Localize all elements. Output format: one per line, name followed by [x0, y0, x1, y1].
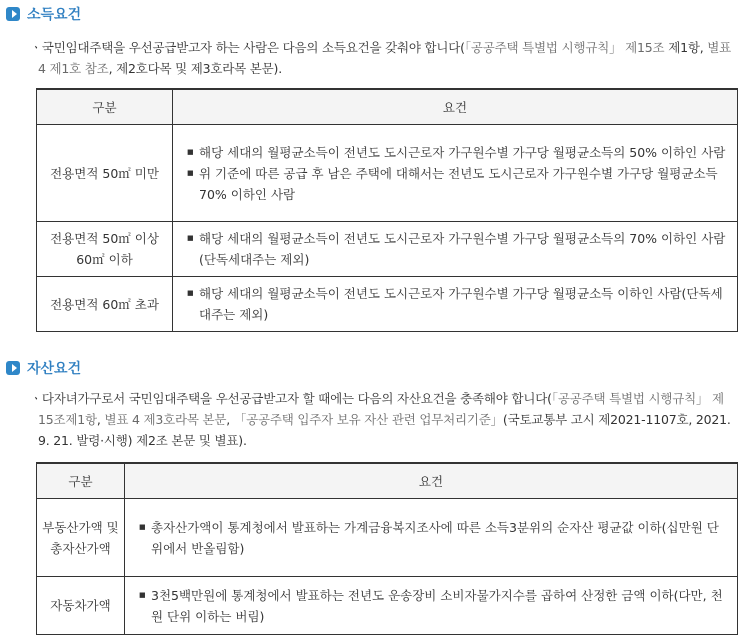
asset-section-title	[6, 358, 81, 378]
appendix-link[interactable]: 별표 4 제3호라목 본문	[104, 412, 227, 427]
table-row	[37, 222, 738, 277]
header-category: 구분	[37, 89, 173, 125]
list-item: ■ 해당 세대의 월평균소득이 전년도 도시근로자 가구원수별 가구당 월평균소득 이하인 사람(단독세대주는 제외)	[187, 283, 727, 325]
row-requirement	[125, 577, 738, 635]
bullet-dot: ㆍ	[30, 40, 42, 55]
income-table	[36, 88, 738, 332]
header-requirement: 요건	[173, 89, 738, 125]
desc-text: 국민임대주택을 우선공급받고자 하는 사람은 다음의 소득요건을 갖춰야 합니다(	[41, 40, 465, 55]
desc-text: 다자녀가구로서 국민임대주택을 우선공급받고자 할 때에는 다음의 자산요건을 충족해야 합니다(	[41, 391, 552, 406]
guideline-link[interactable]: 「공공주택 입주자 보유 자산 관련 업무처리기준」	[233, 412, 503, 427]
row-category: 전용면적 60㎡ 초과	[37, 277, 173, 332]
play-arrow-icon	[6, 361, 20, 375]
income-section-title	[6, 4, 81, 24]
desc-text: (국토교통부 고시 제2021-1107호, 2021. 9. 21. 발령·시행) 제2조 본문 및 별표).	[38, 412, 731, 448]
list-item: ■ 총자산가액이 통계청에서 발표하는 가계금융복지조사에 따른 소득3분위의 순자산 평균값 이하(십만원 단위에서 반올림함)	[139, 517, 727, 559]
bullet-dot: ㆍ	[30, 391, 42, 406]
desc-text: ,	[226, 412, 234, 427]
table-row	[37, 499, 738, 577]
list-item: ■ 해당 세대의 월평균소득이 전년도 도시근로자 가구원수별 가구당 월평균소득의 70% 이하인 사람(단독세대주는 제외)	[187, 228, 727, 270]
row-category: 자동차가액	[37, 577, 125, 635]
list-item: ■ 위 기준에 따른 공급 후 남은 주택에 대해서는 전년도 도시근로자 가구원수별 가구당 월평균소득 70% 이하인 사람	[187, 163, 727, 205]
table-row	[37, 277, 738, 332]
list-item: ■ 해당 세대의 월평균소득이 전년도 도시근로자 가구원수별 가구당 월평균소득의 50% 이하인 사람	[187, 142, 727, 163]
list-item: ■ 3천5백만원에 통계청에서 발표하는 전년도 운송장비 소비자물가지수를 곱하여 산정한 금액 이하(다만, 천원 단위 이하는 버림)	[139, 585, 727, 627]
asset-description	[30, 388, 736, 451]
row-category: 전용면적 50㎡ 미만	[37, 125, 173, 222]
header-category: 구분	[37, 463, 125, 499]
income-description	[30, 37, 736, 79]
desc-text: 제1항,	[668, 40, 708, 55]
asset-title-text: 자산요건	[27, 361, 82, 377]
play-arrow-icon	[6, 7, 20, 21]
income-title-text: 소득요건	[27, 7, 82, 23]
table-header-row	[37, 463, 738, 499]
desc-text: , 제2호다목 및 제3호라목 본문).	[108, 61, 283, 76]
asset-table	[36, 462, 738, 635]
law-link[interactable]: 「공공주택 특별법 시행규칙」 제15조	[464, 40, 665, 55]
row-category: 부동산가액 및 총자산가액	[37, 499, 125, 577]
header-requirement: 요건	[125, 463, 738, 499]
law-link[interactable]: 「공공주택 특별법 시행규칙」 제15조제1항	[38, 391, 724, 427]
row-requirement	[173, 125, 738, 222]
table-row	[37, 577, 738, 635]
appendix-link[interactable]: 별표 4 제1호 참조	[38, 40, 732, 76]
row-requirement	[173, 277, 738, 332]
desc-text: ,	[96, 412, 105, 427]
row-requirement	[173, 222, 738, 277]
row-category: 전용면적 50㎡ 이상 60㎡ 이하	[37, 222, 173, 277]
table-header-row	[37, 89, 738, 125]
row-requirement	[125, 499, 738, 577]
table-row	[37, 125, 738, 222]
